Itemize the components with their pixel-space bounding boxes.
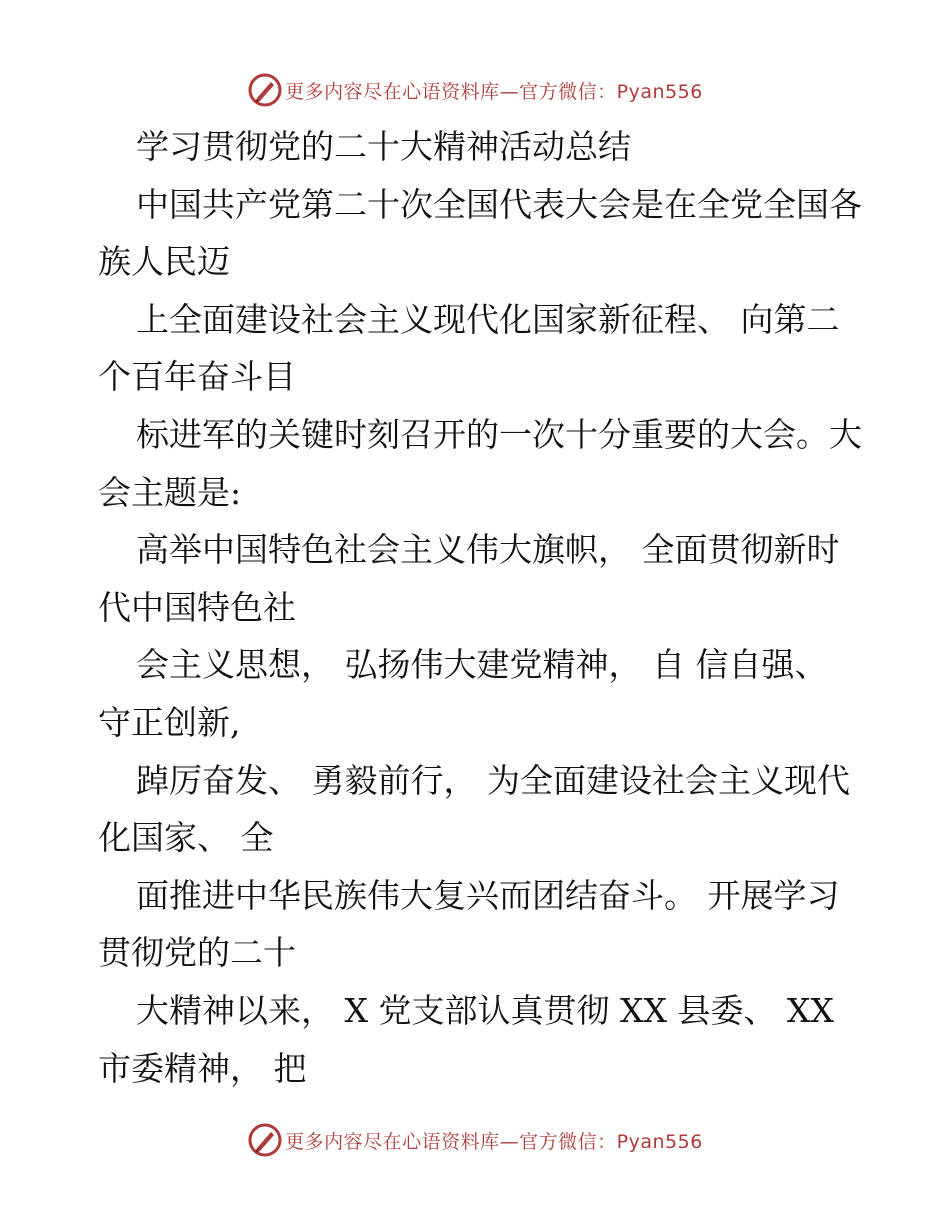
paragraph: 中国共产党第二十次全国代表大会是在全党全国各族人民迈 bbox=[98, 184, 862, 282]
header-watermark bbox=[0, 70, 950, 110]
paragraph: 标进军的关键时刻召开的一次十分重要的大会。大会主题是: bbox=[98, 414, 862, 512]
document-title: 学习贯彻党的二十大精神活动总结 bbox=[136, 127, 631, 166]
watermark-text: 更多内容尽在心语资料库—官方微信：Pyan556 bbox=[285, 80, 703, 103]
paragraph: 上全面建设社会主义现代化国家新征程、 向第二个百年奋斗目 bbox=[98, 299, 840, 397]
pen-circle-logo-icon bbox=[247, 72, 283, 108]
footer-watermark bbox=[0, 1120, 950, 1160]
paragraph: 大精神以来， X 党支部认真贯彻 XX 县委、 XX 市委精神， 把 bbox=[98, 990, 845, 1088]
document-body bbox=[98, 118, 868, 1097]
paragraph: 会主义思想， 弘扬伟大建党精神， 自 信自强、 守正创新, bbox=[98, 645, 838, 742]
paragraph: 踔厉奋发、 勇毅前行， 为全面建设社会主义现代化国家、 全 bbox=[98, 760, 850, 858]
paragraph: 面推进中华民族伟大复兴而团结奋斗。 开展学习贯彻党的二十 bbox=[98, 875, 840, 973]
watermark-text: 更多内容尽在心语资料库—官方微信：Pyan556 bbox=[285, 1130, 703, 1153]
pen-circle-logo-icon bbox=[247, 1122, 283, 1158]
paragraph: 高举中国特色社会主义伟大旗帜， 全面贯彻新时代中国特色社 bbox=[98, 530, 840, 627]
